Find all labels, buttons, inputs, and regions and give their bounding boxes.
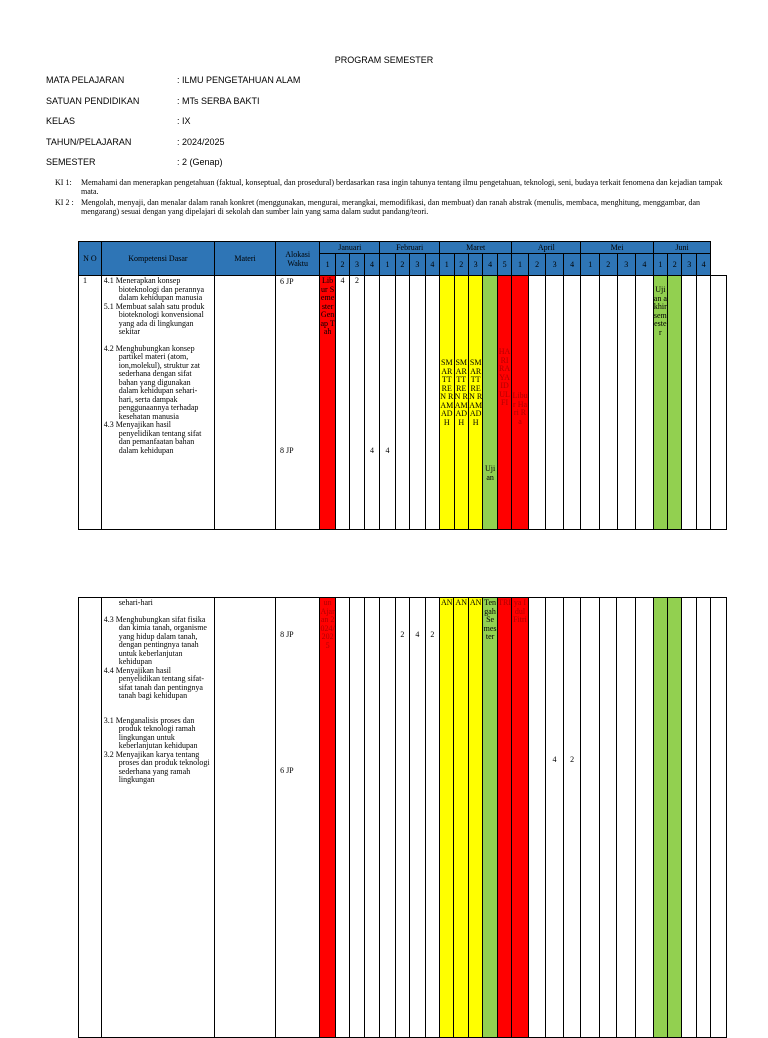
alokasi-cell: 6 JP 8 JP <box>276 276 320 530</box>
materi-cell <box>215 598 276 1038</box>
header-no: N O <box>79 242 102 276</box>
week: 1 <box>512 254 529 276</box>
table-row <box>79 598 727 1038</box>
kd-cell <box>101 598 215 1038</box>
smartren-cell: SMARTTREN RAMADH <box>440 276 454 530</box>
week-value: 4 <box>364 276 380 530</box>
header-month: Januari <box>320 242 380 254</box>
week: 2 <box>668 254 682 276</box>
week-cell <box>696 276 710 530</box>
week: 3 <box>682 254 696 276</box>
program-table-bottom <box>78 597 727 1038</box>
smartren-cell: SMARTTREN RAMADH <box>454 276 468 530</box>
week-cell <box>546 276 564 530</box>
week-cell <box>395 276 409 530</box>
eid-holiday-cell: Libur Hari Ra <box>512 276 529 530</box>
week: 2 <box>335 254 349 276</box>
week: 5 <box>497 254 511 276</box>
exam-cell: Ujian <box>483 276 497 530</box>
week-cell <box>635 598 653 1038</box>
header-month: Mei <box>581 242 653 254</box>
week-cell <box>380 598 395 1038</box>
eid-cell: TRI <box>497 598 511 1038</box>
week-cell <box>617 598 636 1038</box>
kd-item: 4.4 Menyajikan hasil penyelidikan tentang sifat-sifat tanah dan pentingnya tanah bagi kehidupan <box>103 665 204 700</box>
row-number: 1 <box>79 276 102 530</box>
alokasi-cell: 8 JP 6 JP <box>276 598 320 1038</box>
week-cell <box>350 598 364 1038</box>
kd-item: 3.2 Menyajikan karya tentang proses dan produk teknologi sederhana yang ramah lingkungan <box>103 749 210 784</box>
week: 4 <box>483 254 497 276</box>
week: 4 <box>364 254 380 276</box>
week: 4 <box>563 254 581 276</box>
header-alokasi: Alokasi Waktu <box>276 242 320 276</box>
week-cell <box>682 598 696 1038</box>
week-value: 4 <box>335 276 349 530</box>
kd-item: sehari-hari <box>118 598 153 607</box>
week: 1 <box>653 254 667 276</box>
table-row <box>79 276 727 530</box>
week-value: 2 <box>425 598 439 1038</box>
week: 1 <box>320 254 335 276</box>
week: 2 <box>528 254 546 276</box>
header-month: Maret <box>440 242 512 254</box>
kd-item: 4.2 Menghubungkan konsep partikel materi (atom, ion,molekul), struktur zat sederhana dengan sifat bahan yang digunakan dalam kehidupan sehari- hari, serta dampak penggunaannya terhadap kesehatan manusia <box>103 343 201 421</box>
page-title: PROGRAM SEMESTER <box>334 55 434 65</box>
week: 3 <box>468 254 482 276</box>
week-value: 2 <box>350 276 364 530</box>
week: 3 <box>617 254 636 276</box>
program-table-top <box>78 241 727 530</box>
week: 2 <box>599 254 617 276</box>
final-exam-cell <box>668 276 682 530</box>
kd-item: 3.1 Menganalisis proses dan produk teknologi ramah lingkungan untuk keberlanjutan kehidupan <box>103 715 198 750</box>
week: 2 <box>454 254 468 276</box>
week-cell <box>617 276 636 530</box>
ki-2: KI 2 : Mengolah, menyaji, dan menalar dalam ranah konkret (menggunakan, mengurai, merangkai, memodifikasi, dan membuat) dan ranah abstrak (menulis, membaca, menghitung, menggambar, dan mengarang) sesuai dengan yang dipelajari di sekolah dan sumber lain yang sama dalam sudut pandang/teori. <box>55 198 701 216</box>
week-cell <box>599 276 617 530</box>
week: 1 <box>380 254 395 276</box>
week: 4 <box>425 254 439 276</box>
week-cell <box>696 598 710 1038</box>
kd-item: 4.3 Menyajikan hasil penyelidikan tentang sifat dan pemanfaatan bahan dalam kehidupan <box>103 420 202 455</box>
kd-item: 5.1 Membuat salah satu produk bioteknologi konvensional yang ada di lingkungan sekitar <box>103 301 205 336</box>
week-cell <box>335 598 349 1038</box>
meta-year: TAHUN/PELAJARAN : 2024/2025 <box>46 137 225 147</box>
week: 2 <box>395 254 409 276</box>
week-cell <box>581 598 600 1038</box>
week-cell <box>364 598 379 1038</box>
week: 4 <box>636 254 654 276</box>
exam-cell: Tengah Semester <box>483 598 497 1038</box>
week: 3 <box>546 254 564 276</box>
holiday-cell: Libur Semester Genap Tah <box>320 276 335 530</box>
week-cell <box>410 276 425 530</box>
header-materi: Materi <box>215 242 276 276</box>
ki-1: KI 1: Memahami dan menerapkan pengetahuan (faktual, konseptual, dan prosedural) berdasarkan rasa ingin tahunya tentang ilmu pengetahuan, teknologi, seni, budaya terkait fenomena dan kejadian tampak mata. <box>55 178 723 196</box>
kd-item: 4.3 Menghubungkan sifat fisika dan kimia tanah, organisme yang hidup dalam tanah, dengan pentingnya tanah untuk keberlanjutan kehidupan <box>103 614 207 666</box>
header-month: Februari <box>380 242 440 254</box>
final-exam-cell <box>653 598 667 1038</box>
eid-holiday-cell: ya Idul Fitri <box>512 598 529 1038</box>
week-cell <box>711 276 727 530</box>
meta-class: KELAS : IX <box>46 116 191 126</box>
week-value: 4 <box>410 598 425 1038</box>
week-cell <box>528 598 546 1038</box>
materi-cell <box>215 276 276 530</box>
week-value: 4 <box>546 598 564 1038</box>
row-number <box>79 598 102 1038</box>
smartren-cell: AN <box>468 598 482 1038</box>
header-month: Juni <box>653 242 711 254</box>
smartren-cell: AN <box>440 598 454 1038</box>
week: 1 <box>440 254 454 276</box>
week-cell <box>682 276 696 530</box>
week: 3 <box>350 254 364 276</box>
meta-semester: SEMESTER : 2 (Genap) <box>46 157 223 167</box>
meta-subject: MATA PELAJARAN : ILMU PENGETAHUAN ALAM <box>46 75 301 85</box>
week-cell <box>425 276 439 530</box>
week: 1 <box>581 254 600 276</box>
week-cell <box>581 276 600 530</box>
kd-item: 4.1 Menerapkan konsep bioteknologi dan perannya dalam kehidupan manusia <box>103 276 204 302</box>
holiday-cell: un Ajaran 2024/2025 <box>320 598 335 1038</box>
week-value: 2 <box>395 598 409 1038</box>
week: 3 <box>410 254 425 276</box>
header-month: April <box>512 242 581 254</box>
week: 4 <box>696 254 710 276</box>
final-exam-cell: Ujian akhir semester <box>653 276 667 530</box>
week-cell <box>563 276 581 530</box>
kd-cell <box>101 276 214 530</box>
header-kd: Kompetensi Dasar <box>101 242 214 276</box>
week-cell <box>636 276 654 530</box>
eid-cell: HARI RAYA IDUL FI <box>497 276 511 530</box>
final-exam-cell <box>667 598 681 1038</box>
week-cell <box>711 598 727 1038</box>
week-cell <box>599 598 617 1038</box>
smartren-cell: SMARTTREN RAMADH <box>468 276 482 530</box>
week-value: 2 <box>563 598 581 1038</box>
week-value: 4 <box>380 276 395 530</box>
smartren-cell: AN <box>454 598 468 1038</box>
week-cell <box>528 276 546 530</box>
meta-school: SATUAN PENDIDIKAN : MTs SERBA BAKTI <box>46 96 260 106</box>
